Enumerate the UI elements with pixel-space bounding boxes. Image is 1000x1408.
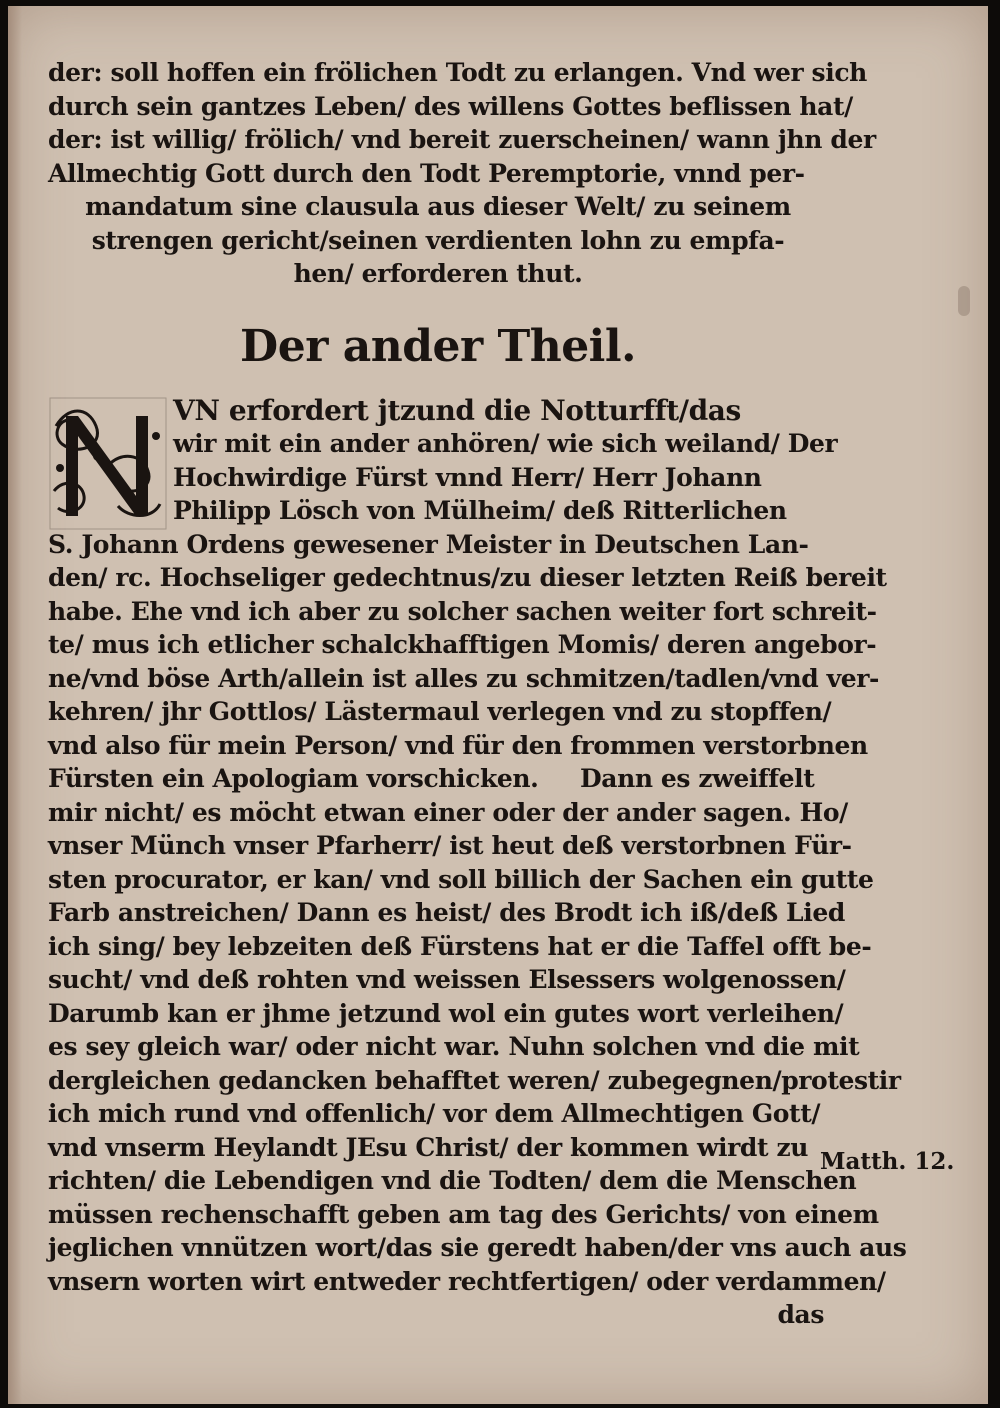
text-line: der: ist willig/ frölich/ vnd bereit zuerscheinen/ wann jhn der (48, 125, 876, 154)
text-line: habe. Ehe vnd ich aber zu solcher sachen weiter fort schreit- (48, 596, 877, 626)
text-line: te/ mus ich etlicher schalckhafftigen Momis/ deren angebor- (48, 630, 877, 659)
section-heading: Der ander Theil. (240, 320, 636, 372)
text-line: es sey gleich war/ oder nicht war. Nuhn solchen vnd die mit (48, 1032, 860, 1061)
text-line: der: soll hoffen ein frölichen Todt zu erlangen. Vnd wer sich (48, 58, 867, 87)
margin-reference: Matth. 12. (820, 1148, 955, 1175)
text-line: ich sing/ bey lebzeiten deß Fürstens hat er die Taffel offt be- (48, 931, 872, 961)
catchword: das (777, 1300, 824, 1329)
book-page (8, 6, 988, 1404)
text-line: jeglichen vnnützen wort/das sie geredt haben/der vns auch aus (48, 1233, 907, 1262)
text-line: ne/vnd böse Arth/allein ist alles zu schmitzen/tadlen/vnd ver- (48, 663, 879, 693)
text-line: Farb anstreichen/ Dann es heist/ des Brodt ich iß/deß Lied (48, 898, 845, 927)
text-line: mandatum sine clausula aus dieser Welt/ zu seinem (85, 192, 791, 221)
text-line: sten procurator, er kan/ vnd soll billich der Sachen ein gutte (48, 864, 874, 894)
text-line: S. Johann Ordens gewesener Meister in Deutschen Lan- (48, 529, 809, 559)
ink-smudge (958, 286, 970, 316)
text-line: vnd vnserm Heylandt JEsu Christ/ der kommen wirdt zu (48, 1132, 809, 1162)
text-line: durch sein gantzes Leben/ des willens Gottes beflissen hat/ (48, 91, 853, 121)
text-line: dergleichen gedancken behafftet weren/ zubegegnen/protestir (48, 1065, 901, 1095)
text-line: vnd also für mein Person/ vnd für den frommen verstorbnen (48, 730, 868, 760)
text-line: Darumb kan er jhme jetzund wol ein gutes wort verleihen/ (48, 998, 844, 1028)
text-line: strengen gericht/seinen verdienten lohn zu empfa- (91, 225, 785, 255)
text-line: Philipp Lösch von Mülheim/ deß Ritterlichen (173, 496, 787, 525)
decorated-initial-n-icon (48, 396, 168, 531)
text-line: wir mit ein ander anhören/ wie sich weiland/ Der (173, 429, 838, 458)
text-line: vnser Münch vnser Pfarherr/ ist heut deß verstorbnen Für- (48, 831, 852, 860)
text-line: kehren/ jhr Gottlos/ Lästermaul verlegen vnd zu stopffen/ (48, 697, 832, 726)
text-line: müssen rechenschafft geben am tag des Gerichts/ von einem (48, 1199, 879, 1229)
page-edge-stain (8, 6, 22, 1404)
text-line: Allmechtig Gott durch den Todt Peremptorie, vnnd per- (48, 158, 805, 188)
text-line: den/ rc. Hochseliger gedechtnus/zu dieser letzten Reiß bereit (48, 563, 887, 592)
text-line: VN erfordert jtzund die Notturfft/das (173, 393, 741, 427)
text-line: mir nicht/ es möcht etwan einer oder der ander sagen. Ho/ (48, 797, 848, 827)
text-line: vnsern worten wirt entweder rechtfertigen/ oder verdammen/ (48, 1266, 886, 1296)
text-line: sucht/ vnd deß rohten vnd weissen Elsessers wolgenossen/ (48, 965, 846, 994)
text-line: hen/ erforderen thut. (293, 259, 583, 288)
text-line: Hochwirdige Fürst vnnd Herr/ Herr Johann (173, 462, 762, 492)
opening-paragraph (48, 393, 838, 528)
text-line: Fürsten ein Apologiam vorschicken. Dann es zweiffelt (48, 764, 815, 793)
text-line: richten/ die Lebendigen vnd die Todten/ dem die Menschen (48, 1166, 857, 1195)
text-line: ich mich rund vnd offenlich/ vor dem Allmechtigen Gott/ (48, 1099, 821, 1128)
